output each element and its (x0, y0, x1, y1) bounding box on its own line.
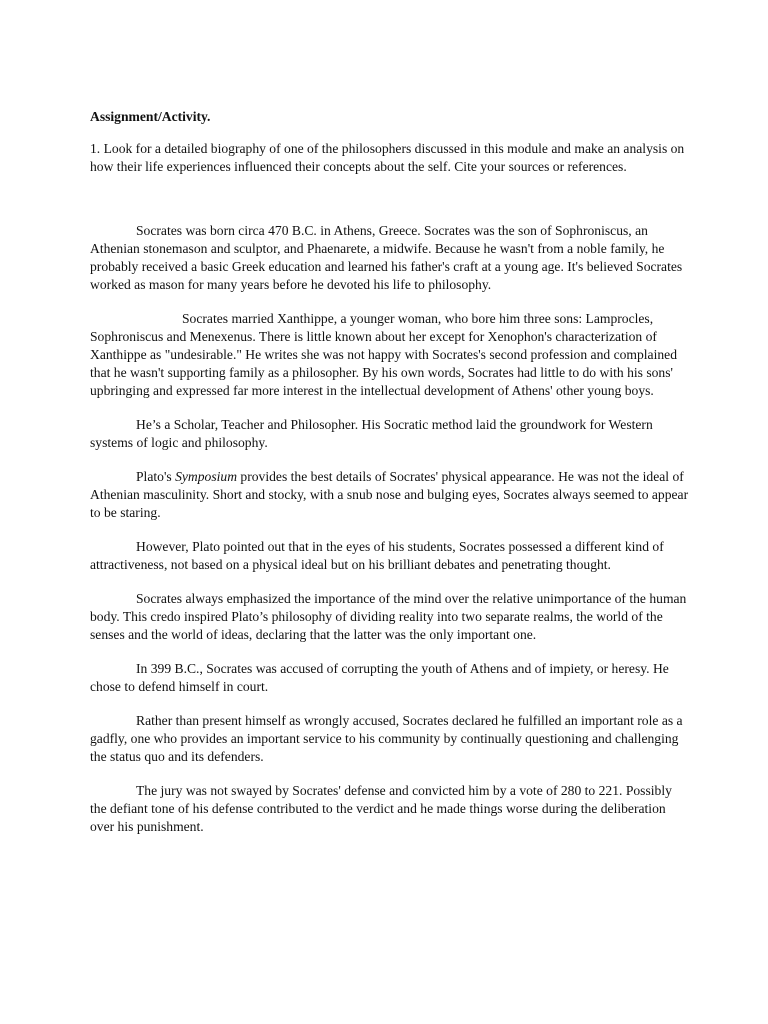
assignment-heading: Assignment/Activity. (90, 109, 211, 124)
paragraph-trial: In 399 B.C., Socrates was accused of corrupting the youth of Athens and of impiety, or heresy. He chose to defend himself in court. (90, 661, 669, 694)
paragraph-attractiveness: However, Plato pointed out that in the eyes of his students, Socrates possessed a different kind of attractiveness, not based on a physical ideal but on his brilliant debates and penetrating thought. (90, 539, 664, 572)
paragraph-marriage: Socrates married Xanthippe, a younger woman, who bore him three sons: Lamprocles, Sophroniscus and Menexenus. There is little known about her except for Xenophon's characterization of Xanthippe as "undesirable." He writes she was not happy with Socrates's second profession and complained that he wasn't supporting family as a philosopher. By his own words, Socrates had little to do with his sons' upbringing and expressed far more interest in the intellectual development of Athens' other young boys. (90, 311, 677, 398)
paragraph-birth: Socrates was born circa 470 B.C. in Athens, Greece. Socrates was the son of Sophroniscus, an Athenian stonemason and sculptor, and Phaenarete, a midwife. Because he wasn't from a noble family, he probably received a basic Greek education and learned his father's craft at a young age. It's believed Socrates worked as mason for many years before he devoted his life to philosophy. (90, 223, 683, 292)
symposium-title: Symposium (175, 469, 238, 484)
paragraph-scholar: He’s a Scholar, Teacher and Philosopher. His Socratic method laid the groundwork for Western systems of logic and philosophy. (90, 417, 653, 450)
paragraph-verdict: The jury was not swayed by Socrates' defense and convicted him by a vote of 280 to 221. Possibly the defiant tone of his defense contributed to the verdict and he made things worse during the deliberation over his punishment. (90, 783, 672, 834)
assignment-task: 1. Look for a detailed biography of one of the philosophers discussed in this module and make an analysis on how their life experiences influenced their concepts about the self. Cite your sources or references. (90, 141, 685, 174)
paragraph-mind: Socrates always emphasized the importance of the mind over the relative unimportance of the human body. This credo inspired Plato’s philosophy of dividing reality into two separate realms, the world of the senses and the world of ideas, declaring that the latter was the only important one. (90, 591, 687, 642)
paragraph-gadfly: Rather than present himself as wrongly accused, Socrates declared he fulfilled an important role as a gadfly, one who provides an important service to his community by continually questioning and challenging the status quo and its defenders. (90, 713, 683, 764)
symposium-before: Plato's (136, 469, 176, 484)
document-page (90, 108, 690, 852)
paragraph-symposium (90, 468, 690, 522)
symposium-after: provides the best details of Socrates' physical appearance. He was not the ideal of Athenian masculinity. Short and stocky, with a snub nose and bulging eyes, Socrates always seemed to appear to be staring. (90, 469, 689, 520)
